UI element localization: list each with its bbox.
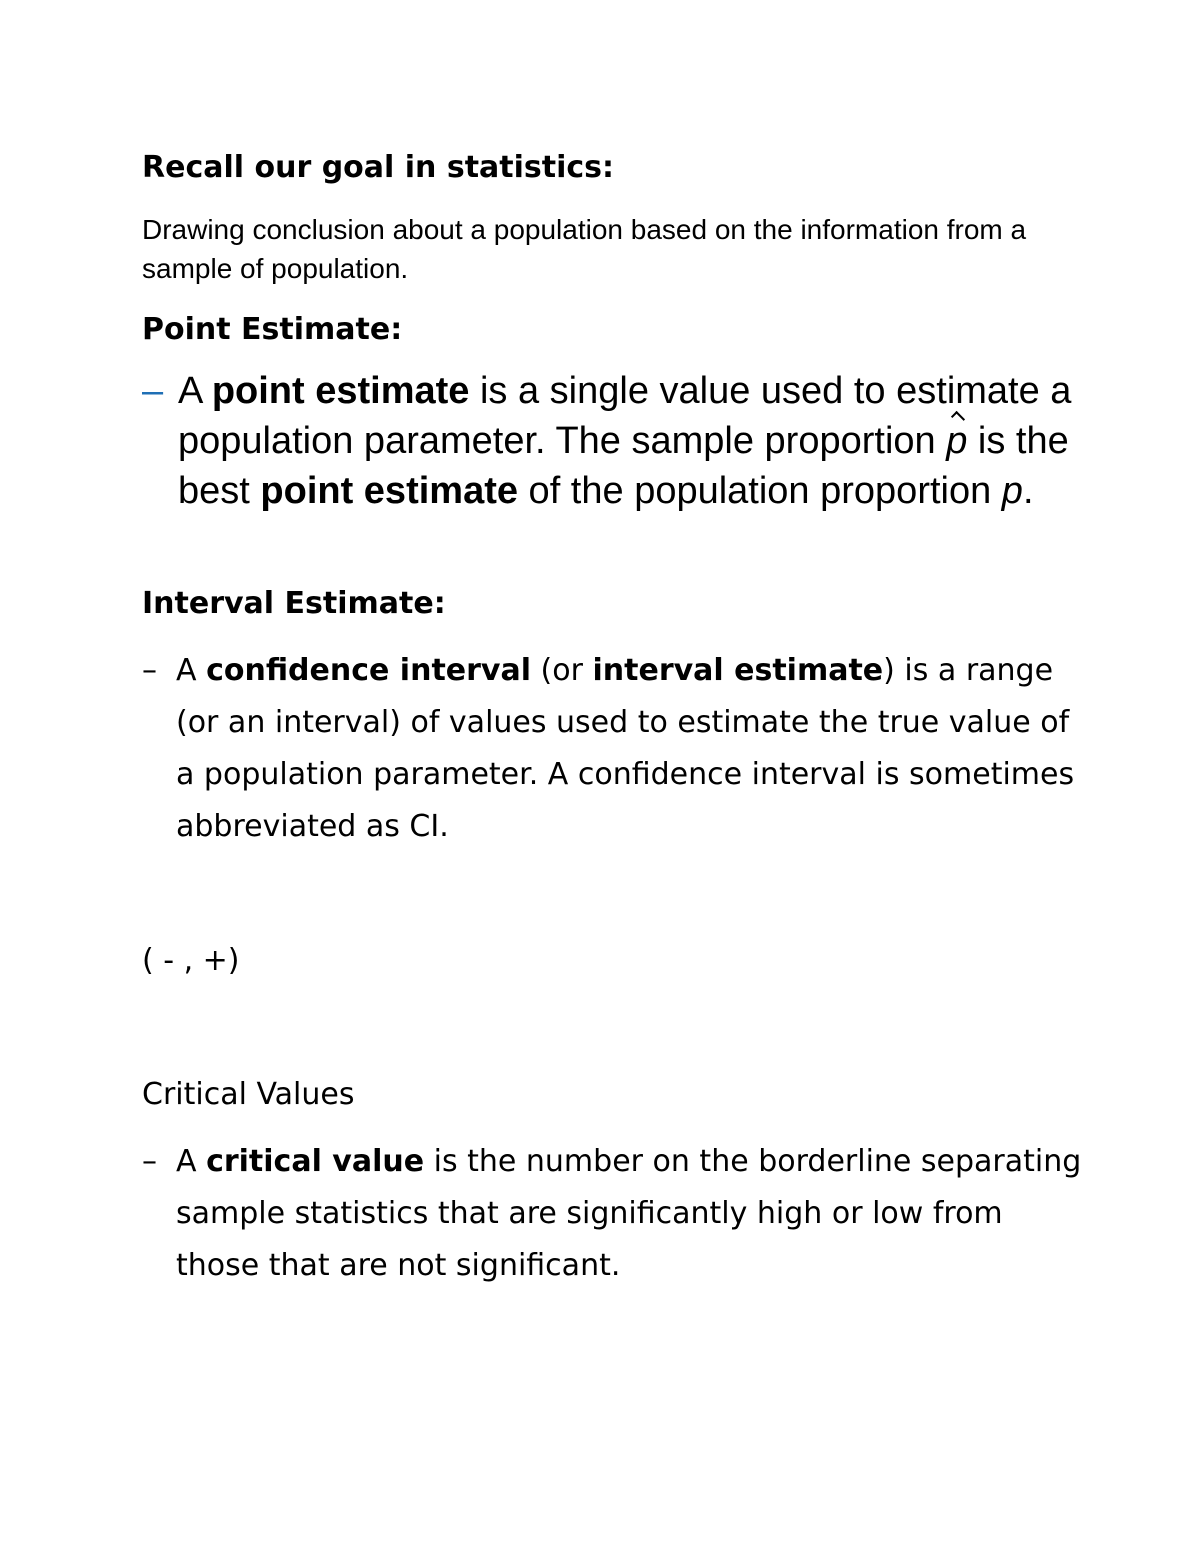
point-estimate-text: A point estimate is a single value used to estimate a population parameter. The sample proportion p is the best point estimate of the population proportion p. bbox=[178, 370, 1072, 512]
goal-text: Drawing conclusion about a population based on the information from a sample of population. bbox=[142, 214, 1027, 284]
heading-goal: Recall our goal in statistics: bbox=[142, 150, 615, 185]
bullet-dash: – bbox=[142, 653, 157, 688]
confidence-interval-notation: ( - , +) bbox=[142, 943, 240, 978]
heading-point-estimate: Point Estimate: bbox=[142, 312, 403, 347]
p-hat-symbol: p bbox=[946, 416, 967, 466]
critical-values-text: A critical value is the number on the borderline separating sample statistics that are significantly high or low from those that are not significant. bbox=[176, 1144, 1082, 1283]
p-symbol: p bbox=[1001, 470, 1023, 512]
point-estimate-bullet bbox=[142, 366, 1082, 516]
heading-interval-estimate: Interval Estimate: bbox=[142, 586, 446, 621]
bullet-dash: – bbox=[142, 370, 164, 412]
interval-estimate-text: A confidence interval (or interval estimate) is a range (or an interval) of values used to estimate the true value of a population parameter. A confidence interval is sometimes abbreviated as CI. bbox=[176, 653, 1075, 844]
heading-critical-values: Critical Values bbox=[142, 1077, 355, 1112]
interval-estimate-bullet bbox=[142, 645, 1082, 853]
bullet-dash: – bbox=[142, 1144, 157, 1179]
critical-values-bullet bbox=[142, 1136, 1082, 1292]
